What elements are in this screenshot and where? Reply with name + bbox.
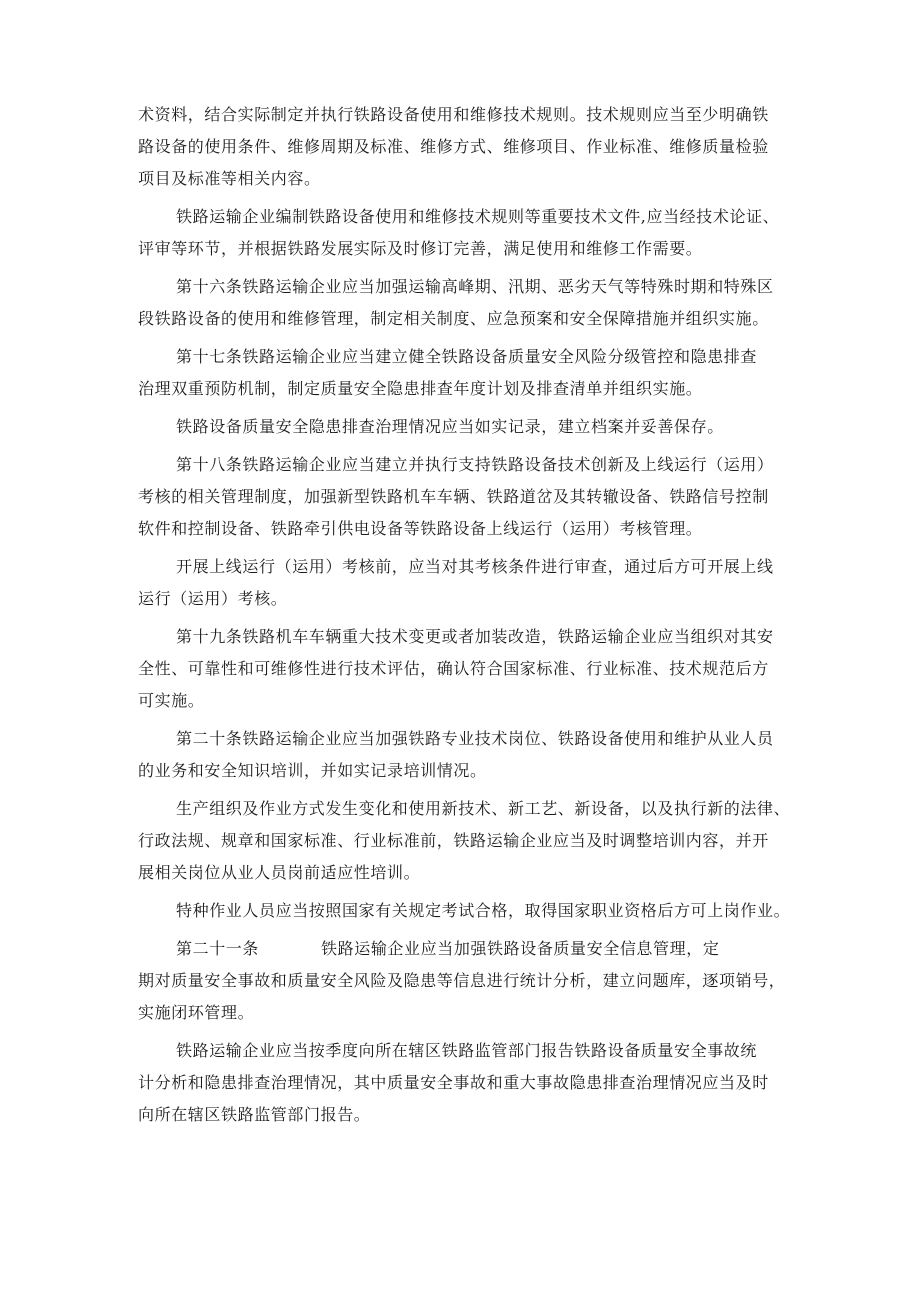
document-body	[138, 99, 798, 927]
text-line: 铁路设备质量安全隐患排查治理情况应当如实记录，建立档案并妥善保存。	[176, 417, 724, 436]
text-line: 的业务和安全知识培训，并如实记录培训情况。	[138, 761, 487, 780]
paragraph	[138, 449, 798, 545]
text-line: 考核的相关管理制度，加强新型铁路机车车辆、铁路道岔及其转辙设备、铁路信号控制	[138, 487, 769, 506]
paragraph	[138, 271, 798, 335]
text-line: 可实施。	[138, 691, 205, 710]
text-line: 特种作业人员应当按照国家有关规定考试合格，取得国家职业资格后方可上岗作业。	[176, 901, 791, 920]
text-line: 第十八条铁路运输企业应当建立并执行支持铁路设备技术创新及上线运行（运用）	[176, 455, 774, 474]
text-line: 项目及标准等相关内容。	[138, 169, 321, 188]
text-line: 全性、可靠性和可维修性进行技术评估，确认符合国家标准、行业标准、技术规范后方	[138, 659, 769, 678]
final-paragraph	[138, 1035, 798, 1131]
text-line: 第二十条铁路运输企业应当加强铁路专业技术岗位、铁路设备使用和维护从业人员	[176, 729, 774, 748]
document-page	[138, 99, 798, 1137]
text-line: 向所在辖区铁路监管部门报告。	[138, 1105, 371, 1124]
paragraph	[138, 551, 798, 615]
article-21-first-text: 铁路运输企业应当加强铁路设备质量安全信息管理，定	[321, 939, 720, 958]
article-21-heading: 第二十一条	[176, 939, 260, 958]
text-line: 第十六条铁路运输企业应当加强运输高峰期、汛期、恶劣天气等特殊时期和特殊区	[176, 277, 774, 296]
paragraph	[138, 793, 798, 889]
text-line: 段铁路设备的使用和维修管理，制定相关制度、应急预案和安全保障措施并组织实施。	[138, 309, 769, 328]
text-line: 计分析和隐患排查治理情况，其中质量安全事故和重大事故隐患排查治理情况应当及时	[138, 1073, 769, 1092]
text-line: 实施闭环管理。	[138, 1003, 255, 1022]
text-line: 路设备的使用条件、维修周期及标准、维修方式、维修项目、作业标准、维修质量检验	[138, 137, 769, 156]
text-line: 行政法规、规章和国家标准、行业标准前，铁路运输企业应当及时调整培训内容，并开	[138, 831, 769, 850]
text-line: 铁路运输企业编制铁路设备使用和维修技术规则等重要技术文件,应当经技术论证、	[176, 207, 780, 226]
text-line: 铁路运输企业应当按季度向所在辖区铁路监管部门报告铁路设备质量安全事故统	[176, 1041, 758, 1060]
paragraph	[138, 201, 798, 265]
article-21-first-line	[138, 933, 798, 965]
text-line: 展相关岗位从业人员岗前适应性培训。	[138, 863, 421, 882]
article-21-paragraph	[138, 933, 798, 1029]
paragraph	[138, 621, 798, 717]
text-line: 治理双重预防机制，制定质量安全隐患排查年度计划及排查清单并组织实施。	[138, 379, 703, 398]
text-line: 开展上线运行（运用）考核前，应当对其考核条件进行审查，通过后方可开展上线	[176, 557, 774, 576]
text-line: 运行（运用）考核。	[138, 589, 288, 608]
text-line: 期对质量安全事故和质量安全风险及隐患等信息进行统计分析，建立问题库，逐项销号，	[138, 971, 786, 990]
text-line: 第十七条铁路运输企业应当建立健全铁路设备质量安全风险分级管控和隐患排查	[176, 347, 758, 366]
paragraph	[138, 723, 798, 787]
text-line: 生产组织及作业方式发生变化和使用新技术、新工艺、新设备，以及执行新的法律、	[176, 799, 791, 818]
text-line: 评审等环节，并根据铁路发展实际及时修订完善，满足使用和维修工作需要。	[138, 239, 703, 258]
text-line: 软件和控制设备、铁路牵引供电设备等铁路设备上线运行（运用）考核管理。	[138, 519, 703, 538]
paragraph	[138, 99, 798, 195]
paragraph	[138, 341, 798, 405]
text-line: 第十九条铁路机车车辆重大技术变更或者加装改造，铁路运输企业应当组织对其安	[176, 627, 774, 646]
text-line: 术资料，结合实际制定并执行铁路设备使用和维修技术规则。技术规则应当至少明确铁	[138, 105, 769, 124]
paragraph	[138, 411, 798, 443]
paragraph	[138, 895, 798, 927]
